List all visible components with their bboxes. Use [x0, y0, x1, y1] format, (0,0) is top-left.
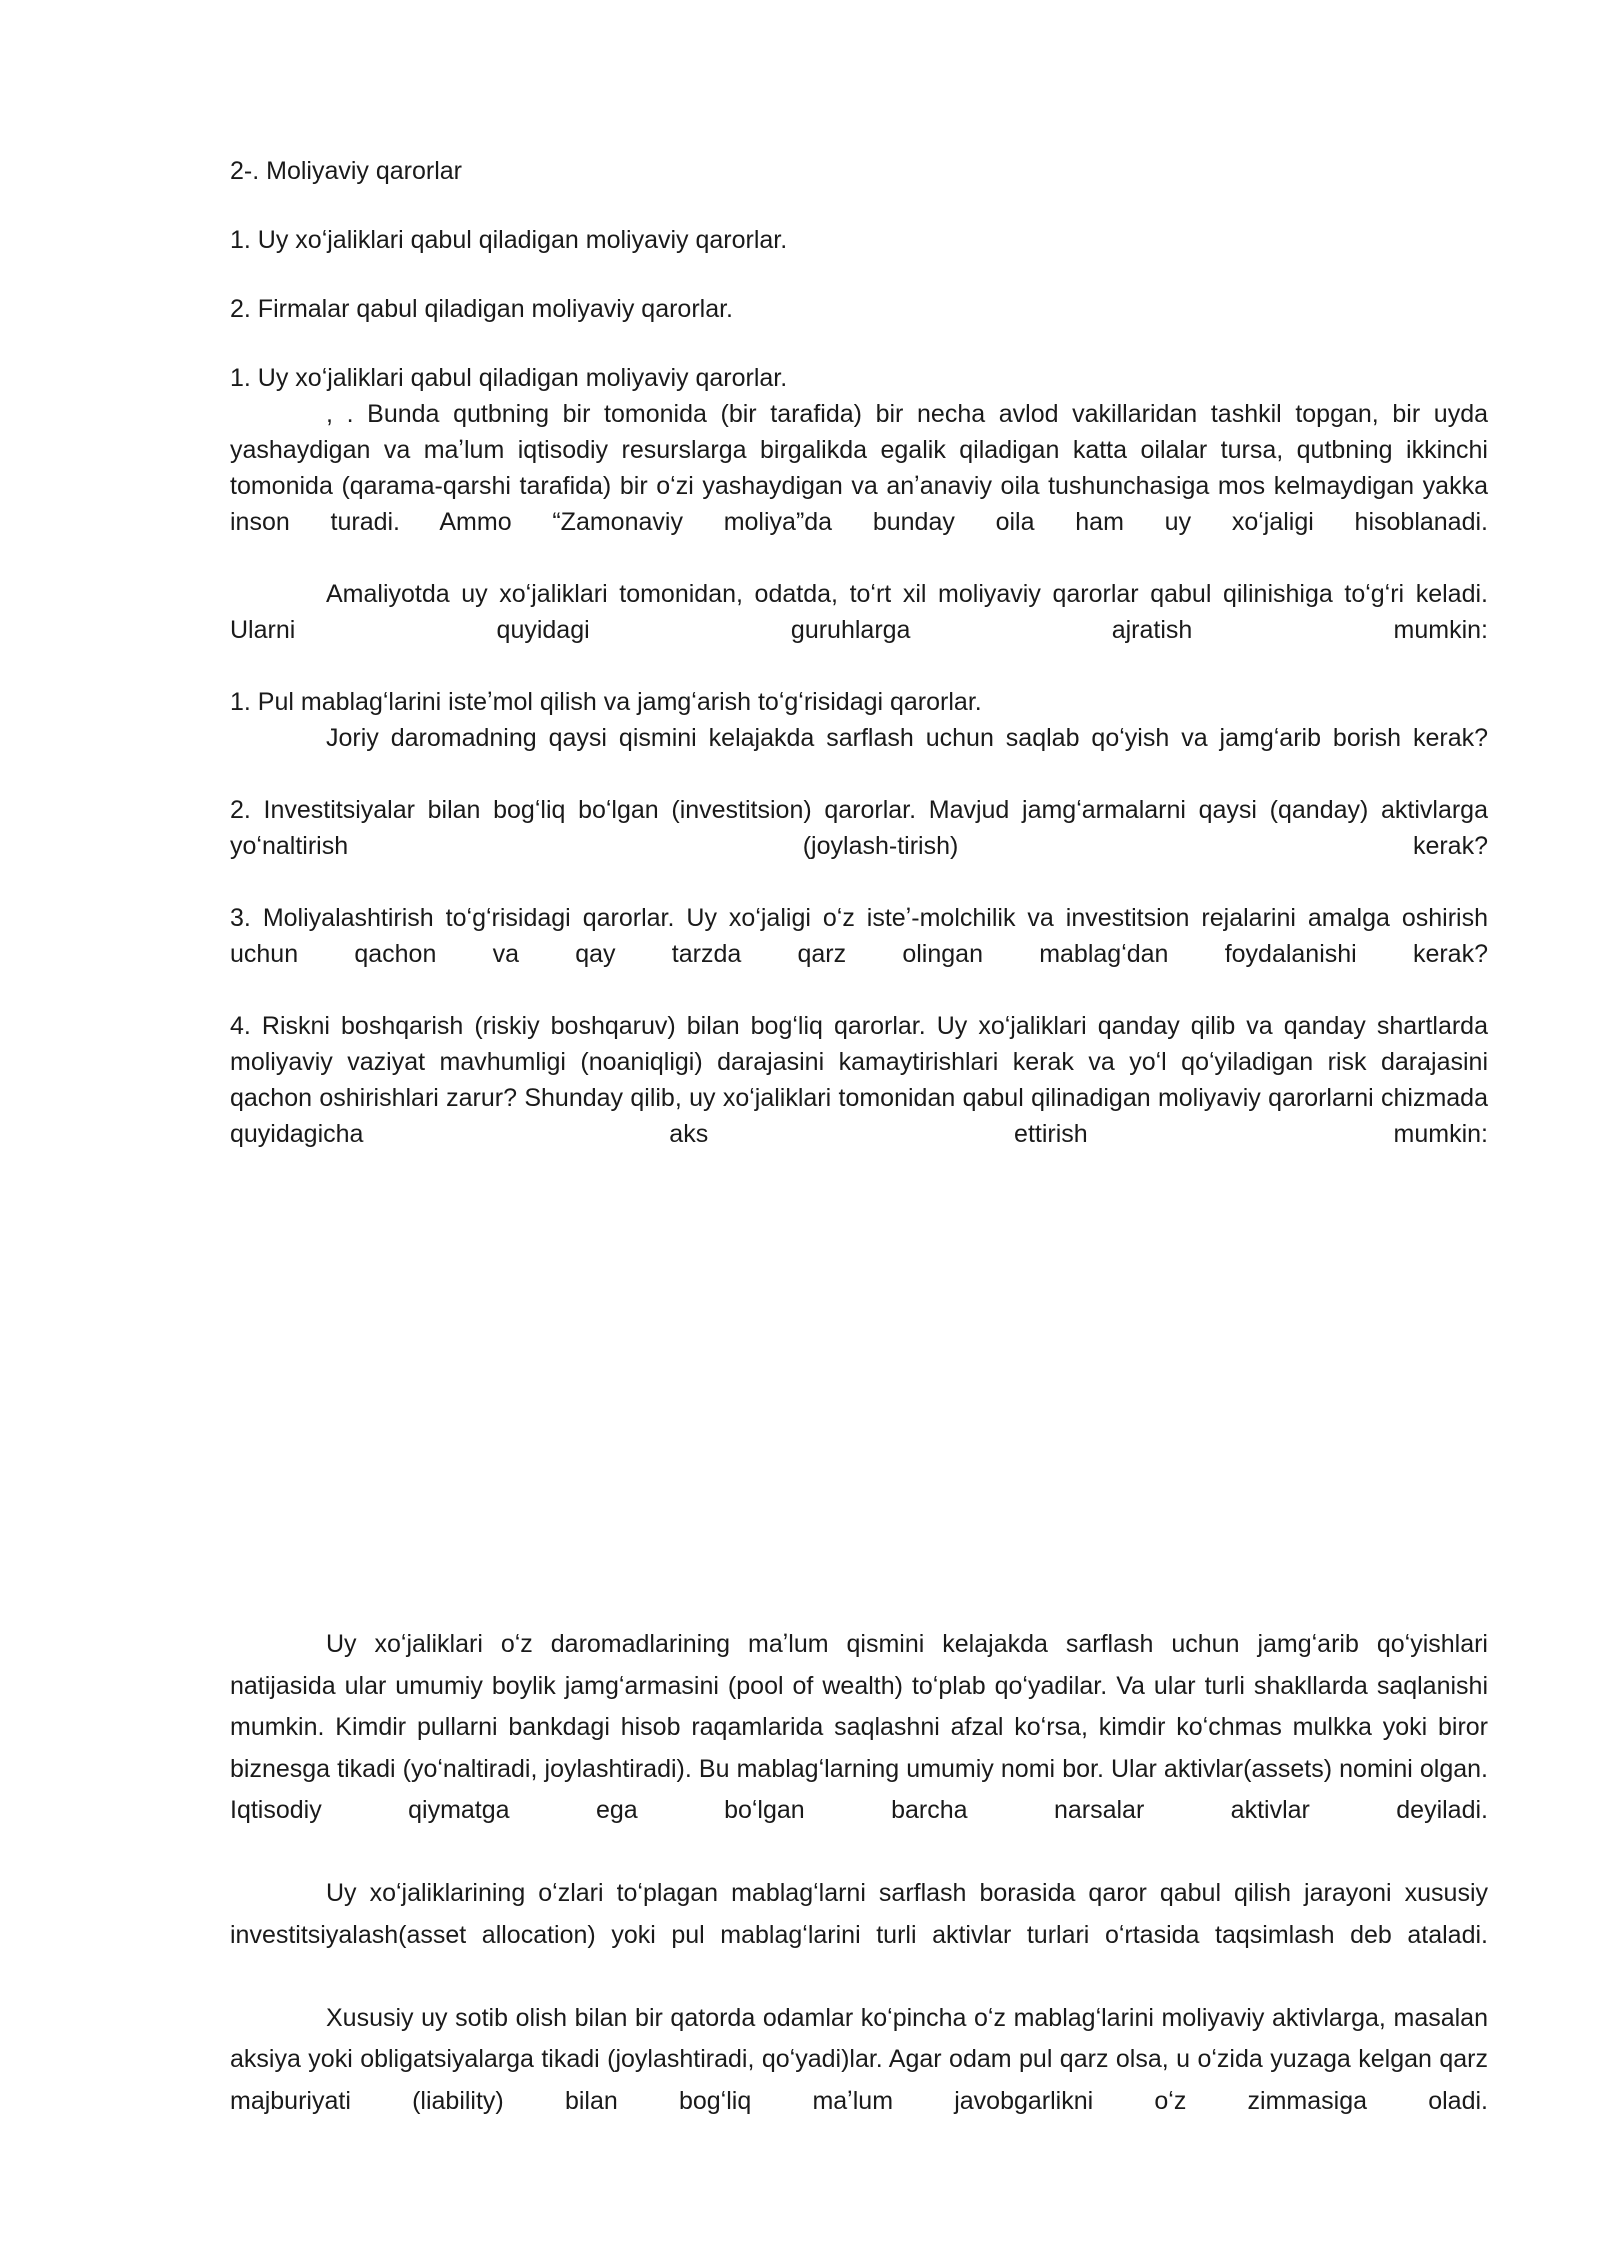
list-item: 2. Firmalar qabul qiladigan moliyaviy qarorlar. [230, 295, 734, 323]
paragraph: 1. Pul mablagʻlarini isteʼmol qilish va jamgʻarish toʻgʻrisidagi qarorlar. [230, 688, 982, 716]
section-heading: 1. Uy xoʻjaliklari qabul qiladigan moliyaviy qarorlar. [230, 364, 788, 392]
diagram-placeholder [230, 1020, 1488, 1580]
paragraph: Uy xoʻjaliklarining oʻzlari toʻplagan mablagʻlarni sarflash borasida qaror qabul qilish jarayoni xususiy investitsiyalash(asset allocation) yoki pul mablagʻlarini turli aktivlar turlari oʻrtasida taqsimlash deb ataladi. [230, 1879, 1488, 1949]
list-item: 1. Uy xoʻjaliklari qabul qiladigan moliyaviy qarorlar. [230, 226, 788, 254]
paragraph: 3. Moliyalashtirish toʻgʻrisidagi qarorlar. Uy xoʻjaligi oʻz isteʼ-molchilik va investitsion rejalarini amalga oshirish uchun qachon va qay tarzda qarz olingan mablagʻdan foydalanishi kerak? [230, 904, 1488, 968]
paragraph: Uy xoʻjaliklari oʻz daromadlarining maʼlum qismini kelajakda sarflash uchun jamgʻarib qoʻyishlari natijasida ular umumiy boylik jamgʻarmasini (pool of wealth) toʻplab qoʻyadilar. Va ular turli shakllarda saqlanishi mumkin. Kimdir pullarni bankdagi hisob raqamlarida saqlashni afzal koʻrsa, kimdir koʻchmas mulkka yoki biror biznesga tikadi (yoʻnaltiradi, joylashtiradi). Bu mablagʻlarning umumiy nomi bor. Ular aktivlar(assets) nomini olgan. Iqtisodiy qiymatga ega boʻlgan barcha narsalar aktivlar deyiladi. [230, 1630, 1488, 1824]
paragraph: Amaliyotda uy xoʻjaliklari tomonidan, odatda, toʻrt xil moliyaviy qarorlar qabul qilinishiga toʻgʻri keladi. Ularni quyidagi guruhlarga ajratish mumkin: [230, 580, 1488, 644]
paragraph: 4. Riskni boshqarish (riskiy boshqaruv) bilan bogʻliq qarorlar. Uy xoʻjaliklari qanday qilib va qanday shartlarda moliyaviy vaziyat mavhumligi (noaniqligi) darajasini kamaytirishlari kerak va yoʻl qoʻyiladigan risk darajasini qachon oshirishlari zarur? Shunday qilib, uy xoʻjaliklari tomonidan qabul qilinadigan moliyaviy qarorlarni chizmada quyidagicha aks ettirish mumkin: [230, 1012, 1488, 1148]
paragraph: 2. Investitsiyalar bilan bogʻliq boʻlgan (investitsion) qarorlar. Mavjud jamgʻarmalarni qaysi (qanday) aktivlarga yoʻnaltirish (joylash-tirish) kerak? [230, 796, 1488, 860]
page-title: 2-. Moliyaviy qarorlar [230, 157, 463, 185]
paragraph: Joriy daromadning qaysi qismini kelajakda sarflash uchun saqlab qoʻyish va jamgʻarib borish kerak? [326, 724, 1488, 752]
paragraph: , . Bunda qutbning bir tomonida (bir tarafida) bir necha avlod vakillaridan tashkil topgan, bir uyda yashaydigan va maʼlum iqtisodiy resurslarga birgalikda egalik qiladigan katta oilalar tursa, qutbning ikkinchi tomonida (qarama-qarshi tarafida) bir oʻzi yashaydigan va anʼanaviy oila tushunchasiga mos kelmaydigan yakka inson turadi. Ammo “Zamonaviy moliya”da bunday oila ham uy xoʻjaligi hisoblanadi. [230, 400, 1488, 536]
paragraph: Xususiy uy sotib olish bilan bir qatorda odamlar koʻpincha oʻz mablagʻlarini moliyaviy aktivlarga, masalan aksiya yoki obligatsiyalarga tikadi (joylashtiradi, qoʻyadi)lar. Agar odam pul qarz olsa, u oʻzida yuzaga kelgan qarz majburiyati (liability) bilan bogʻliq maʼlum javobgarlikni oʻz zimmasiga oladi. [230, 2003, 1488, 2115]
lower-text-block [230, 1624, 1488, 2164]
